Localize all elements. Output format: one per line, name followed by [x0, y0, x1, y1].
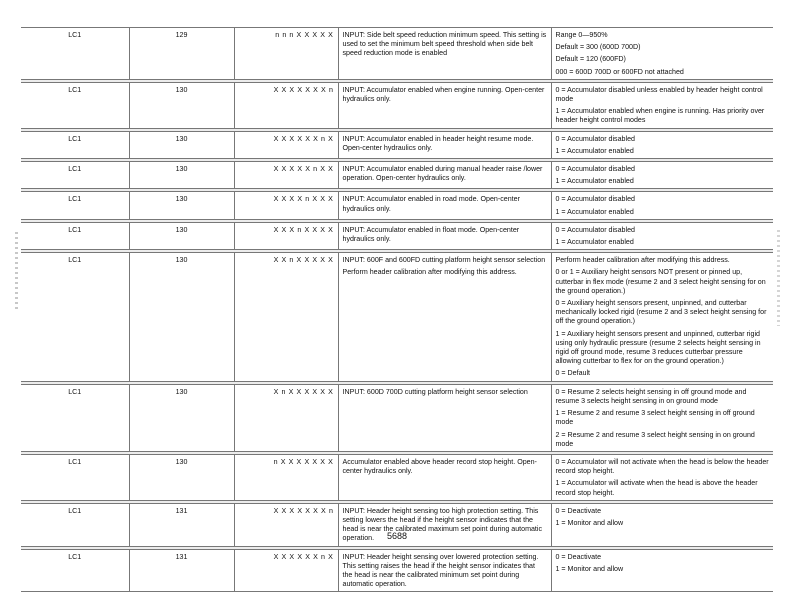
value-option-text: 1 = Resume 2 and resume 3 select height sensing in off ground mode [555, 409, 755, 427]
value-option-text: 1 = Accumulator enabled [555, 146, 634, 155]
bit-mask-cell: n X X X X X X X [234, 454, 338, 500]
address-cell: 130 [129, 454, 234, 500]
controller-code-cell: LC1 [21, 28, 129, 80]
controller-code-cell: LC1 [21, 549, 129, 592]
controller-code-cell: LC1 [21, 384, 129, 451]
values-cell [551, 82, 773, 128]
values-cell [551, 192, 773, 219]
description-cell [338, 28, 551, 80]
value-option-text: 0 = Auxiliary height sensors present, unpinned, and cutterbar mechanically locked rigid (resume 2 and 3 select height sensing for off the ground operation.) [555, 299, 767, 326]
value-option-text: 0 = Accumulator disabled [555, 165, 635, 174]
value-option-text: 1 = Auxiliary height sensors present and unpinned, cutterbar rigid using only hydraulic pressure (resume 2 selects height sensing in rigid off ground mode, resume 3 reduces cutterbar pressure allowing cutterbar to flex for on the ground operation.) [555, 329, 761, 366]
value-option-text: 0 = Accumulator disabled [555, 195, 635, 204]
table-row [21, 384, 773, 451]
table-row [21, 253, 773, 381]
bit-mask-cell: n n n X X X X X [234, 28, 338, 80]
value-option-text: 0 = Accumulator disabled [555, 134, 635, 143]
value-option-text: 0 = Deactivate [555, 552, 602, 561]
description-cell [338, 549, 551, 592]
description-cell [338, 253, 551, 381]
address-cell: 130 [129, 82, 234, 128]
bit-mask-cell: X X X X X X n X [234, 549, 338, 592]
description-text: INPUT: Accumulator enabled in road mode. Open-center hydraulics only. [342, 195, 520, 213]
description-text: INPUT: Accumulator enabled during manual header raise /lower operation. Open-center hydraulics only. [342, 165, 543, 183]
bit-mask-cell: X X X X X X X n [234, 503, 338, 546]
controller-code-cell: LC1 [21, 253, 129, 381]
controller-code-cell: LC1 [21, 82, 129, 128]
value-option-text: Default = 120 (600FD) [555, 55, 626, 64]
value-option-text: 0 = Deactivate [555, 506, 602, 515]
table-row [21, 82, 773, 128]
address-cell: 131 [129, 503, 234, 546]
description-cell [338, 192, 551, 219]
parameter-table [21, 27, 773, 592]
bit-mask-cell: X X X n X X X X [234, 222, 338, 249]
bit-mask-cell: X X X X X n X X [234, 162, 338, 189]
controller-code-cell: LC1 [21, 454, 129, 500]
address-cell: 130 [129, 384, 234, 451]
description-text: Accumulator enabled above header record stop height. Open-center hydraulics only. [342, 457, 537, 476]
values-cell [551, 222, 773, 249]
value-option-text: 0 = Resume 2 selects height sensing in off ground mode and resume 3 selects height sensing in on ground mode [555, 387, 747, 405]
page-number: 5688 [386, 531, 408, 541]
bit-mask-cell: X X X X X X n X [234, 131, 338, 158]
values-cell [551, 549, 773, 592]
controller-code-cell: LC1 [21, 222, 129, 249]
description-cell [338, 384, 551, 451]
value-option-text: 0 or 1 = Auxiliary height sensors NOT present or pinned up, cutterbar in flex mode (resume 2 and 3 select height sensing for on the ground operation.) [555, 268, 766, 295]
bit-mask-cell: X X n X X X X X [234, 253, 338, 381]
address-cell: 130 [129, 192, 234, 219]
description-text: INPUT: Header height sensing over lowered protection setting. This setting raises the head if the height sensor indicates that the head is near the calibrated minimum set point during automatic operation. [342, 552, 539, 589]
value-option-text: 0 = Accumulator will not activate when the head is below the header record stop height. [555, 457, 769, 476]
value-option-text: 1 = Accumulator enabled when engine is running. Has priority over header height control modes [555, 107, 765, 125]
value-option-text: 1 = Accumulator enabled [555, 207, 634, 216]
table-row [21, 222, 773, 249]
value-option-text: 1 = Accumulator enabled [555, 177, 634, 186]
description-cell [338, 222, 551, 249]
value-option-text: 2 = Resume 2 and resume 3 select height sensing in on ground mode [555, 430, 755, 448]
values-cell [551, 162, 773, 189]
right-margin-watermark [777, 230, 780, 326]
description-text: Perform header calibration after modifying this address. [342, 268, 517, 277]
table-row [21, 454, 773, 500]
value-option-text: 0 = Accumulator disabled [555, 225, 635, 234]
value-option-text: 1 = Accumulator will activate when the head is above the header record stop height. [555, 479, 758, 497]
description-cell [338, 162, 551, 189]
table-row [21, 131, 773, 158]
value-option-text: 1 = Accumulator enabled [555, 238, 634, 247]
parameter-table-body [21, 28, 773, 592]
left-margin-watermark [15, 232, 18, 312]
description-text: INPUT: Side belt speed reduction minimum speed. This setting is used to set the minimum belt speed threshold when side belt speed reduction mode is enabled [342, 31, 547, 58]
controller-code-cell: LC1 [21, 503, 129, 546]
bit-mask-cell: X X X X n X X X [234, 192, 338, 219]
values-cell [551, 28, 773, 80]
value-option-text: 1 = Monitor and allow [555, 518, 624, 527]
description-cell [338, 82, 551, 128]
value-option-text: Perform header calibration after modifying this address. [555, 256, 730, 265]
address-cell: 129 [129, 28, 234, 80]
description-text: INPUT: Header height sensing too high protection setting. This setting lowers the head if the height sensor indicates that the head is near the calibrated maximum set point during automatic operation. [342, 506, 543, 543]
address-cell: 131 [129, 549, 234, 592]
address-cell: 130 [129, 131, 234, 158]
bit-mask-cell: X n X X X X X X [234, 384, 338, 451]
value-option-text: 0 = Accumulator disabled unless enabled by header height control mode [555, 85, 763, 104]
table-row [21, 192, 773, 219]
description-text: INPUT: 600D 700D cutting platform height sensor selection [342, 387, 528, 396]
parameter-table-container [21, 27, 773, 592]
address-cell: 130 [129, 222, 234, 249]
value-option-text: 0 = Default [555, 369, 591, 378]
controller-code-cell: LC1 [21, 162, 129, 189]
description-text: INPUT: Accumulator enabled in header height resume mode. Open-center hydraulics only. [342, 134, 534, 152]
address-cell: 130 [129, 253, 234, 381]
table-row [21, 28, 773, 80]
description-text: INPUT: Accumulator enabled when engine running. Open-center hydraulics only. [342, 85, 545, 104]
controller-code-cell: LC1 [21, 131, 129, 158]
controller-code-cell: LC1 [21, 192, 129, 219]
values-cell [551, 131, 773, 158]
value-option-text: 1 = Monitor and allow [555, 564, 624, 573]
value-option-text: Range 0—950% [555, 31, 608, 39]
description-text: INPUT: 600F and 600FD cutting platform height sensor selection [342, 256, 546, 265]
values-cell [551, 454, 773, 500]
values-cell [551, 253, 773, 381]
address-cell: 130 [129, 162, 234, 189]
table-row [21, 549, 773, 592]
table-row [21, 162, 773, 189]
description-cell [338, 454, 551, 500]
description-text: INPUT: Accumulator enabled in float mode. Open-center hydraulics only. [342, 225, 520, 244]
value-option-text: 000 = 600D 700D or 600FD not attached [555, 67, 684, 76]
value-option-text: Default = 300 (600D 700D) [555, 43, 641, 52]
bit-mask-cell: X X X X X X X n [234, 82, 338, 128]
values-cell [551, 384, 773, 451]
description-cell [338, 131, 551, 158]
